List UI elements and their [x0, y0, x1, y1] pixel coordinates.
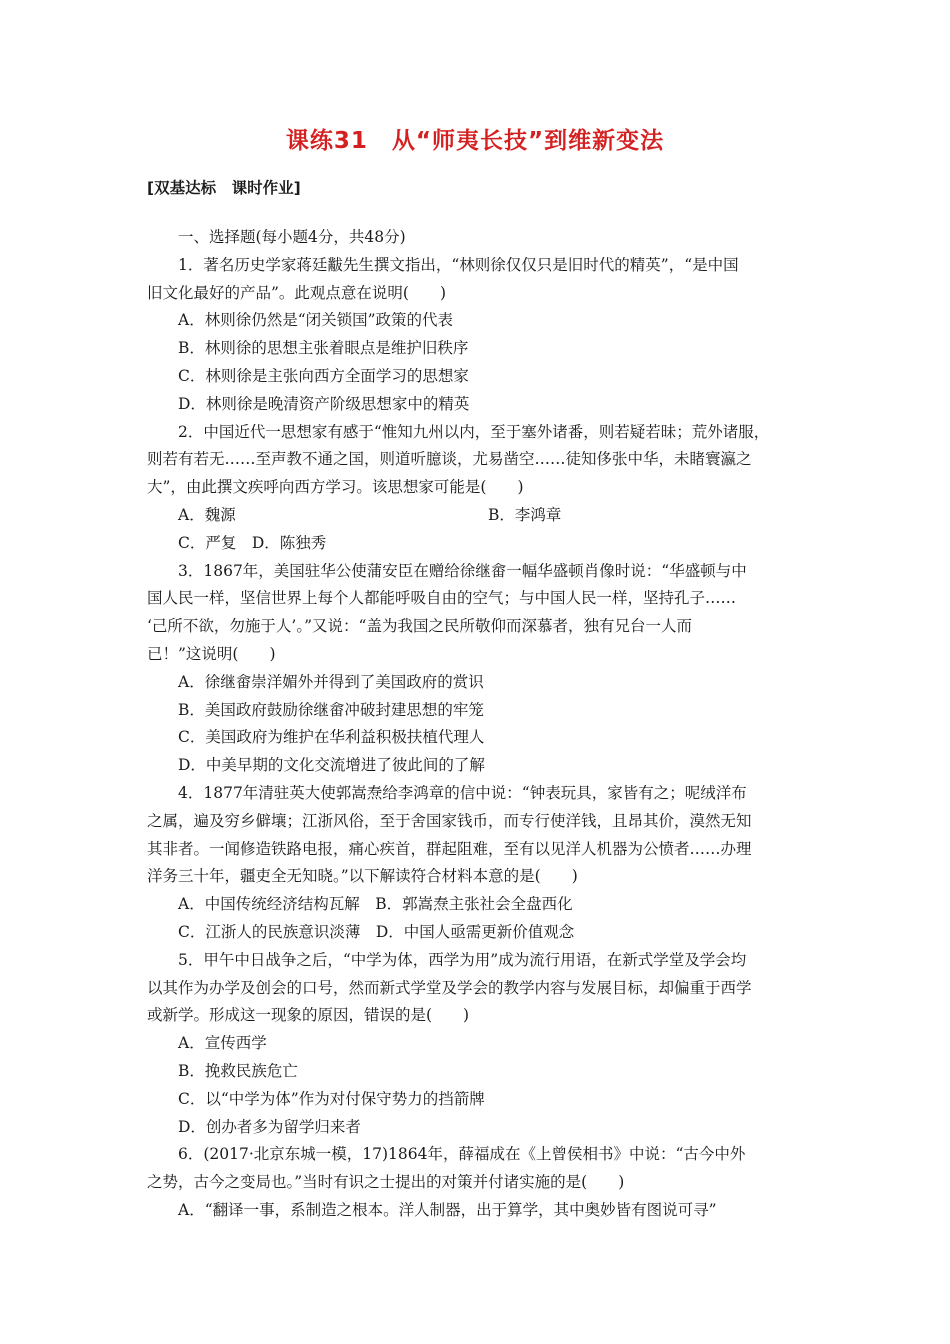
question-stem-line: 则若有若无……至声教不通之国，则道听臆谈，尤易凿空……徒知侈张中华，未睹寰瀛之 [147, 450, 752, 469]
section-label: [双基达标 课时作业] [147, 179, 301, 197]
page-title: 课练31 从“师夷长技”到维新变法 [285, 128, 665, 154]
question-stem-line: 3．1867年，美国驻华公使蒲安臣在赠给徐继畲一幅华盛顿肖像时说：“华盛顿与中 [178, 561, 747, 580]
question-stem-line: 4．1877年清驻英大使郭嵩焘给李鸿章的信中说：“钟表玩具，家皆有之；呢绒洋布 [178, 783, 747, 802]
answer-option[interactable]: C．江浙人的民族意识淡薄 D．中国人亟需更新价值观念 [178, 922, 575, 941]
question-stem-line: 其非者。一闻修造铁路电报，痛心疾首，群起阻难，至有以见洋人机器为公愤者……办理 [147, 839, 752, 858]
question-stem-line: 以其作为办学及创会的口号，然而新式学堂及学会的教学内容与发展目标，却偏重于西学 [147, 978, 752, 997]
question-stem-line: 之属，遍及穷乡僻壤；江浙风俗，至于舍国家钱币，而专行使洋钱，且昂其价，漠然无知 [147, 811, 752, 830]
question-stem-line: 洋务三十年，疆吏全无知晓。”以下解读符合材料本意的是( ) [147, 867, 578, 886]
question-stem-line: 国人民一样，坚信世界上每个人都能呼吸自由的空气；与中国人民一样，坚持孔子…… [147, 589, 737, 608]
answer-option[interactable]: A．林则徐仍然是“闭关锁国”政策的代表 [178, 311, 454, 330]
question-3 [147, 558, 815, 780]
question-2 [147, 419, 815, 558]
answer-option[interactable]: D．林则徐是晚清资产阶级思想家中的精英 [178, 394, 470, 413]
answer-option[interactable]: B．林则徐的思想主张着眼点是维护旧秩序 [178, 339, 469, 358]
part-heading: 一、选择题(每小题4分，共48分) [178, 228, 406, 246]
question-stem-line: 或新学。形成这一现象的原因，错误的是( ) [147, 1006, 470, 1025]
question-stem-line: 已！”这说明( ) [147, 644, 276, 663]
answer-option[interactable]: B．美国政府鼓励徐继畲冲破封建思想的牢笼 [178, 700, 484, 719]
question-body [147, 224, 815, 1225]
question-stem-line: ‘己所不欲，勿施于人’。”又说：“盖为我国之民所敬仰而深慕者，独有兄台一人而 [147, 617, 692, 636]
answer-option[interactable]: A．魏源 [178, 505, 236, 524]
answer-option[interactable]: A．中国传统经济结构瓦解 B．郭嵩焘主张社会全盘西化 [178, 895, 573, 914]
question-stem-line: 1．著名历史学家蒋廷黻先生撰文指出，“林则徐仅仅只是旧时代的精英”，“是中国 [178, 255, 739, 274]
question-6 [147, 1141, 815, 1224]
question-stem-line: 5．甲午中日战争之后，“中学为体，西学为用”成为流行用语，在新式学堂及学会均 [178, 950, 747, 969]
answer-option[interactable]: C．林则徐是主张向西方全面学习的思想家 [178, 366, 469, 385]
question-stem-line: 大”，由此撰文疾呼向西方学习。该思想家可能是( ) [147, 478, 524, 497]
question-stem-line: 之势，古今之变局也。”当时有识之士提出的对策并付诸实施的是( ) [147, 1173, 625, 1192]
question-4 [147, 780, 815, 947]
question-stem-line: 2．中国近代一思想家有感于“惟知九州以内，至于塞外诸番，则若疑若昧；荒外诸服， [178, 422, 770, 441]
answer-option[interactable]: D．中美早期的文化交流增进了彼此间的了解 [178, 756, 485, 775]
question-5 [147, 947, 815, 1142]
answer-option[interactable]: B．挽救民族危亡 [178, 1061, 298, 1080]
answer-option[interactable]: C．美国政府为维护在华利益积极扶植代理人 [178, 728, 485, 747]
answer-option[interactable]: B．李鸿章 [488, 505, 562, 524]
answer-option[interactable]: A．“翻译一事，系制造之根本。洋人制器，出于算学，其中奥妙皆有图说可寻” [178, 1200, 717, 1219]
answer-option[interactable]: A．宣传西学 [178, 1034, 267, 1053]
question-1 [147, 252, 815, 419]
answer-option[interactable]: D．创办者多为留学归来者 [178, 1117, 361, 1136]
question-stem-line: 旧文化最好的产品”。此观点意在说明( ) [147, 283, 447, 302]
question-stem-line: 6．(2017·北京东城一模，17)1864年，薛福成在《上曾侯相书》中说：“古今中外 [178, 1145, 746, 1164]
answer-option[interactable]: A．徐继畲崇洋媚外并得到了美国政府的赏识 [178, 672, 484, 691]
answer-option[interactable]: C．以“中学为体”作为对付保守势力的挡箭牌 [178, 1089, 485, 1108]
answer-option[interactable]: C．严复 D．陈独秀 [178, 533, 327, 552]
option-row [147, 502, 815, 530]
